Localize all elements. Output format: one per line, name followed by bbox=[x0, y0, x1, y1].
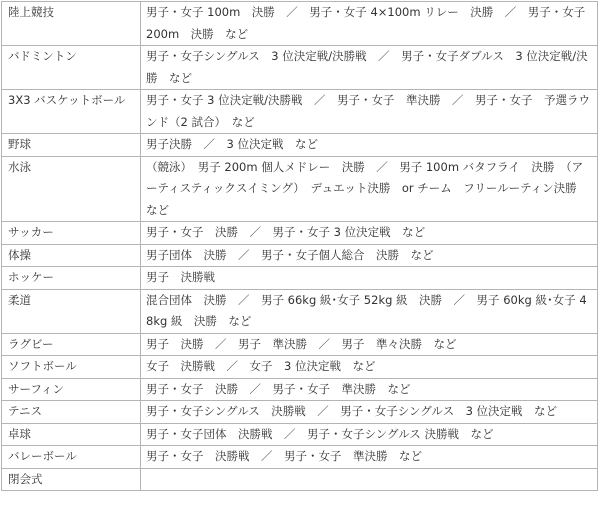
table-row bbox=[2, 2, 598, 46]
events-cell: （競泳） 男子 200m 個人メドレー 決勝 ／ 男子 100m バタフライ 決勝 （アーティスティックスイミング） デュエット決勝 or チーム フリールーティン決勝 など bbox=[141, 156, 598, 222]
sport-cell: ソフトボール bbox=[2, 356, 141, 379]
events-cell bbox=[141, 468, 598, 491]
events-cell: 男子・女子シングルス 決勝戦 ／ 男子・女子シングルス 3 位決定戦 など bbox=[141, 401, 598, 424]
table-row bbox=[2, 289, 598, 333]
table-row bbox=[2, 423, 598, 446]
sport-cell: 体操 bbox=[2, 244, 141, 267]
sport-cell: 水泳 bbox=[2, 156, 141, 222]
events-cell: 男子 決勝 ／ 男子 準決勝 ／ 男子 準々決勝 など bbox=[141, 333, 598, 356]
sport-cell: 野球 bbox=[2, 134, 141, 157]
sport-cell: バレーボール bbox=[2, 446, 141, 469]
events-cell: 女子 決勝戦 ／ 女子 3 位決定戦 など bbox=[141, 356, 598, 379]
table-row bbox=[2, 333, 598, 356]
events-cell: 男子・女子 決勝 ／ 男子・女子 準決勝 など bbox=[141, 378, 598, 401]
table-row bbox=[2, 244, 598, 267]
events-cell: 男子団体 決勝 ／ 男子・女子個人総合 決勝 など bbox=[141, 244, 598, 267]
events-cell: 男子・女子 3 位決定戦/決勝戦 ／ 男子・女子 準決勝 ／ 男子・女子 予選ラウンド（2 試合） など bbox=[141, 90, 598, 134]
table-row bbox=[2, 267, 598, 290]
sport-cell: 陸上競技 bbox=[2, 2, 141, 46]
events-cell: 混合団体 決勝 ／ 男子 66kg 級･女子 52kg 級 決勝 ／ 男子 60kg 級･女子 48kg 級 決勝 など bbox=[141, 289, 598, 333]
sport-cell: 卓球 bbox=[2, 423, 141, 446]
sport-cell: ラグビー bbox=[2, 333, 141, 356]
sport-cell: ホッケー bbox=[2, 267, 141, 290]
events-cell: 男子決勝 ／ 3 位決定戦 など bbox=[141, 134, 598, 157]
events-cell: 男子・女子 決勝 ／ 男子・女子 3 位決定戦 など bbox=[141, 222, 598, 245]
table-row bbox=[2, 156, 598, 222]
table-row bbox=[2, 356, 598, 379]
events-cell: 男子・女子 100m 決勝 ／ 男子・女子 4×100m リレー 決勝 ／ 男子・女子 200m 決勝 など bbox=[141, 2, 598, 46]
events-cell: 男子・女子 決勝戦 ／ 男子・女子 準決勝 など bbox=[141, 446, 598, 469]
sport-cell: 柔道 bbox=[2, 289, 141, 333]
table-row bbox=[2, 446, 598, 469]
sport-cell: 3X3 バスケットボール bbox=[2, 90, 141, 134]
sport-cell: サーフィン bbox=[2, 378, 141, 401]
schedule-table bbox=[1, 1, 598, 491]
sport-cell: サッカー bbox=[2, 222, 141, 245]
table-row bbox=[2, 378, 598, 401]
table-row bbox=[2, 134, 598, 157]
sport-cell: テニス bbox=[2, 401, 141, 424]
sport-cell: バドミントン bbox=[2, 46, 141, 90]
sport-cell: 閉会式 bbox=[2, 468, 141, 491]
events-cell: 男子・女子シングルス 3 位決定戦/決勝戦 ／ 男子・女子ダブルス 3 位決定戦/決勝 など bbox=[141, 46, 598, 90]
table-row bbox=[2, 90, 598, 134]
events-cell: 男子・女子団体 決勝戦 ／ 男子・女子シングルス 決勝戦 など bbox=[141, 423, 598, 446]
table-row bbox=[2, 46, 598, 90]
table-row bbox=[2, 468, 598, 491]
events-cell: 男子 決勝戦 bbox=[141, 267, 598, 290]
table-row bbox=[2, 401, 598, 424]
table-row bbox=[2, 222, 598, 245]
